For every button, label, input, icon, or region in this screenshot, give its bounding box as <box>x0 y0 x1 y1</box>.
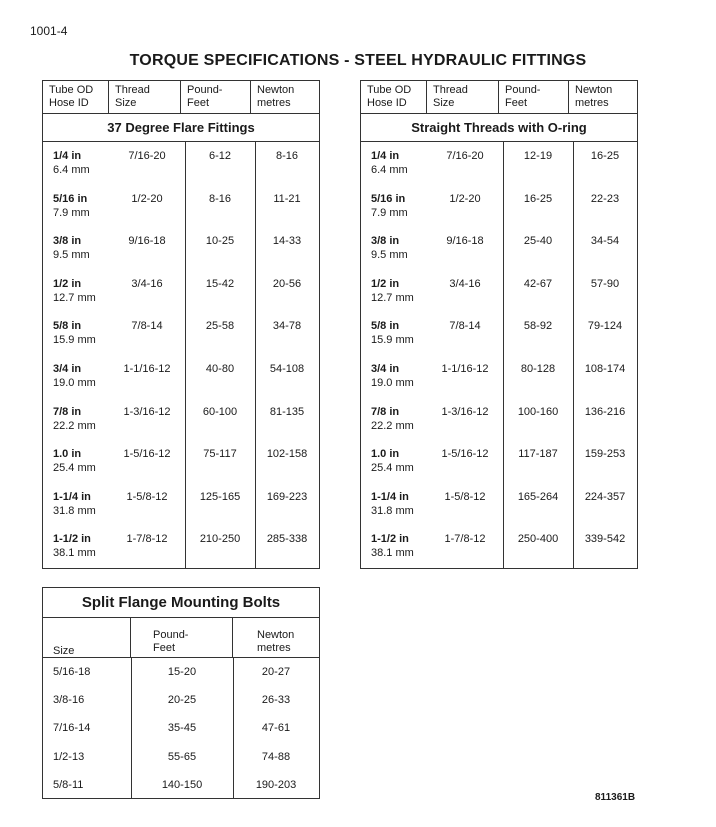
table-row <box>43 771 319 799</box>
thread-size-cell: 1-5/16-12 <box>123 448 171 461</box>
header-text: Feet <box>505 97 528 109</box>
table-body <box>43 658 319 798</box>
pound-feet-cell: 12-19 <box>523 150 553 162</box>
newton-metres-cell: 47-61 <box>261 722 291 735</box>
header-text: Feet <box>153 642 176 654</box>
tube-size-cell <box>361 319 427 355</box>
size-inches: 1.0 in <box>371 448 400 461</box>
thread-size-cell: 1/2-20 <box>449 192 481 205</box>
size-mm: 25.4 mm <box>371 462 414 475</box>
thread-size-cell: 3/4-16 <box>131 277 163 290</box>
newton-metres-cell: 34-54 <box>590 235 620 248</box>
table-row <box>43 440 319 483</box>
newton-metres-cell: 20-27 <box>261 666 291 678</box>
pound-feet-cell: 25-40 <box>523 235 553 248</box>
table-header <box>43 81 319 114</box>
table-row <box>361 355 637 398</box>
size-inches: 1.0 in <box>53 448 82 461</box>
tube-size-cell <box>43 319 109 355</box>
header-tube-od <box>43 81 109 113</box>
size-mm: 15.9 mm <box>371 334 414 347</box>
pound-feet-cell: 75-117 <box>203 448 237 461</box>
header-newton-metres <box>569 81 637 113</box>
figure-id: 811361B <box>595 792 636 803</box>
newton-metres-cell: 136-216 <box>584 405 626 418</box>
pound-feet-cell: 35-45 <box>167 722 197 735</box>
newton-metres-cell: 79-124 <box>587 320 623 333</box>
newton-metres-cell: 108-174 <box>584 362 626 375</box>
thread-size-cell: 1-3/16-12 <box>441 405 489 418</box>
newton-metres-cell: 16-25 <box>590 150 620 162</box>
tube-size-cell <box>361 362 427 398</box>
pound-feet-cell: 55-65 <box>167 750 197 763</box>
size-mm: 31.8 mm <box>53 504 96 517</box>
newton-metres-cell: 54-108 <box>269 362 305 375</box>
column-divider <box>233 658 234 798</box>
tube-size-cell <box>361 447 427 483</box>
header-text: Pound- <box>187 84 223 96</box>
header-text: Newton <box>257 629 295 641</box>
newton-metres-cell: 159-253 <box>584 448 626 461</box>
pound-feet-cell: 165-264 <box>517 490 559 503</box>
header-text: Tube OD <box>367 84 412 96</box>
header-text: metres <box>575 97 609 109</box>
header-text: Size <box>115 97 137 109</box>
size-inches: 3/4 in <box>53 362 82 375</box>
row-list <box>43 658 319 799</box>
table-row <box>43 483 319 526</box>
newton-metres-cell: 8-16 <box>275 150 299 162</box>
thread-size-cell: 1-7/8-12 <box>126 533 168 546</box>
size-mm: 19.0 mm <box>53 376 96 389</box>
header-text: Thread <box>433 84 468 96</box>
size-mm: 22.2 mm <box>371 419 414 432</box>
size-inches: 3/4 in <box>371 362 400 375</box>
size-inches: 7/8 in <box>53 405 82 418</box>
size-inches: 1/4 in <box>371 150 400 162</box>
newton-metres-cell: 339-542 <box>584 533 626 546</box>
tube-size-cell <box>43 149 109 185</box>
size-mm: 19.0 mm <box>371 376 414 389</box>
pound-feet-cell: 16-25 <box>523 192 553 205</box>
header-text: Tube OD <box>49 84 94 96</box>
header-newton-metres <box>233 618 319 657</box>
split-flange-table <box>42 587 320 799</box>
thread-size-cell: 7/8-14 <box>131 320 163 333</box>
size-mm: 7.9 mm <box>371 206 408 219</box>
column-divider <box>503 142 504 568</box>
header-tube-od <box>361 81 427 113</box>
newton-metres-cell: 22-23 <box>590 192 620 205</box>
table-row <box>361 483 637 526</box>
thread-size-cell: 1-5/16-12 <box>441 448 489 461</box>
section-title: Split Flange Mounting Bolts <box>43 588 319 618</box>
size-mm: 38.1 mm <box>53 547 96 560</box>
size-inches: 1-1/2 in <box>371 533 409 546</box>
section-title: Straight Threads with O-ring <box>361 114 637 142</box>
column-divider <box>131 658 132 798</box>
size-mm: 7.9 mm <box>53 206 90 219</box>
header-size <box>43 618 131 657</box>
size-inches: 5/8 in <box>53 320 82 333</box>
row-list <box>43 142 319 568</box>
size-mm: 12.7 mm <box>371 291 414 304</box>
pound-feet-cell: 15-20 <box>167 666 197 678</box>
pound-feet-cell: 80-128 <box>520 362 556 375</box>
newton-metres-cell: 57-90 <box>590 277 620 290</box>
table-row <box>361 227 637 270</box>
header-thread <box>427 81 499 113</box>
pound-feet-cell: 250-400 <box>517 533 559 546</box>
size-mm: 9.5 mm <box>53 249 90 262</box>
tube-size-cell <box>43 532 109 568</box>
table-row <box>43 714 319 742</box>
newton-metres-cell: 20-56 <box>272 277 302 290</box>
table-row <box>361 525 637 568</box>
header-text: metres <box>257 97 291 109</box>
size-inches: 5/16 in <box>53 192 88 205</box>
size-inches: 1/4 in <box>53 150 82 162</box>
table-row <box>43 525 319 568</box>
table-row <box>361 312 637 355</box>
table-row <box>43 312 319 355</box>
pound-feet-cell: 8-16 <box>208 192 232 205</box>
thread-size-cell: 1-1/16-12 <box>123 362 171 375</box>
size-mm: 6.4 mm <box>53 164 90 176</box>
tube-size-cell <box>361 277 427 313</box>
header-text: Newton <box>257 84 295 96</box>
table-row <box>43 227 319 270</box>
header-text: Newton <box>575 84 613 96</box>
newton-metres-cell: 34-78 <box>272 320 302 333</box>
header-text: Feet <box>187 97 210 109</box>
thread-size-cell: 9/16-18 <box>128 235 166 248</box>
page-title: TORQUE SPECIFICATIONS - STEEL HYDRAULIC FITTINGS <box>129 52 587 69</box>
header-pound-feet <box>181 81 251 113</box>
column-divider <box>573 142 574 568</box>
newton-metres-cell: 224-357 <box>584 490 626 503</box>
size-inches: 5/8 in <box>371 320 400 333</box>
column-divider <box>255 142 256 568</box>
size-inches: 3/8 in <box>371 235 400 248</box>
header-text: Size <box>53 645 75 657</box>
column-divider <box>185 142 186 568</box>
oring-fittings-table <box>360 80 638 569</box>
thread-size-cell: 1-5/8-12 <box>126 490 168 503</box>
header-pound-feet <box>499 81 569 113</box>
size-inches: 1/2 in <box>53 277 82 290</box>
pound-feet-cell: 60-100 <box>202 405 238 418</box>
header-text: Hose ID <box>367 97 407 109</box>
table-row <box>43 686 319 714</box>
table-row <box>43 355 319 398</box>
thread-size-cell: 1/2-20 <box>131 192 163 205</box>
table-row <box>43 142 319 185</box>
flare-fittings-table <box>42 80 320 569</box>
header-newton-metres <box>251 81 319 113</box>
table-body <box>361 142 637 568</box>
table-row <box>43 658 319 686</box>
table-header <box>43 618 319 658</box>
tube-size-cell <box>361 490 427 526</box>
tube-size-cell <box>361 149 427 185</box>
size-mm: 12.7 mm <box>53 291 96 304</box>
header-text: metres <box>257 642 291 654</box>
newton-metres-cell: 102-158 <box>266 448 308 461</box>
pound-feet-cell: 210-250 <box>199 533 241 546</box>
thread-size-cell: 7/16-20 <box>446 150 484 162</box>
pound-feet-cell: 25-58 <box>205 320 235 333</box>
tube-size-cell <box>361 532 427 568</box>
header-text: Size <box>433 97 455 109</box>
newton-metres-cell: 14-33 <box>272 235 302 248</box>
bolt-size-cell: 7/16-14 <box>53 722 91 735</box>
pound-feet-cell: 20-25 <box>167 694 197 707</box>
thread-size-cell: 3/4-16 <box>449 277 481 290</box>
table-header <box>361 81 637 114</box>
tube-size-cell <box>43 362 109 398</box>
newton-metres-cell: 11-21 <box>273 192 301 205</box>
row-list <box>361 142 637 568</box>
pound-feet-cell: 40-80 <box>205 362 235 375</box>
newton-metres-cell: 74-88 <box>261 750 291 763</box>
tube-size-cell <box>43 192 109 228</box>
size-mm: 15.9 mm <box>53 334 96 347</box>
tube-size-cell <box>361 234 427 270</box>
pound-feet-cell: 140-150 <box>161 778 203 791</box>
tube-size-cell <box>43 447 109 483</box>
pound-feet-cell: 58-92 <box>523 320 553 333</box>
size-mm: 31.8 mm <box>371 504 414 517</box>
bolt-size-cell: 3/8-16 <box>53 694 85 707</box>
table-row <box>43 270 319 313</box>
pound-feet-cell: 42-67 <box>523 277 553 290</box>
table-row <box>43 398 319 441</box>
pound-feet-cell: 117-187 <box>518 448 558 461</box>
table-row <box>361 270 637 313</box>
thread-size-cell: 7/16-20 <box>128 150 166 162</box>
newton-metres-cell: 190-203 <box>255 778 297 791</box>
table-row <box>43 743 319 771</box>
page-number: 1001-4 <box>30 24 68 38</box>
tube-size-cell <box>43 490 109 526</box>
newton-metres-cell: 285-338 <box>266 533 308 546</box>
pound-feet-cell: 10-25 <box>205 235 235 248</box>
tube-size-cell <box>361 192 427 228</box>
pound-feet-cell: 6-12 <box>208 150 232 162</box>
table-row <box>361 142 637 185</box>
header-pound-feet <box>131 618 233 657</box>
bolt-size-cell: 5/16-18 <box>53 666 91 678</box>
size-inches: 5/16 in <box>371 192 406 205</box>
pound-feet-cell: 15-42 <box>205 277 235 290</box>
size-mm: 9.5 mm <box>371 249 408 262</box>
size-inches: 3/8 in <box>53 235 82 248</box>
table-row <box>361 398 637 441</box>
thread-size-cell: 7/8-14 <box>449 320 481 333</box>
header-text: Pound- <box>153 629 189 641</box>
bolt-size-cell: 5/8-11 <box>53 778 84 791</box>
header-text: Pound- <box>505 84 541 96</box>
tube-size-cell <box>361 405 427 441</box>
tube-size-cell <box>43 277 109 313</box>
header-text: Thread <box>115 84 150 96</box>
table-row <box>43 185 319 228</box>
header-thread <box>109 81 181 113</box>
pound-feet-cell: 125-165 <box>199 490 241 503</box>
size-inches: 7/8 in <box>371 405 400 418</box>
header-text: Hose ID <box>49 97 89 109</box>
thread-size-cell: 1-5/8-12 <box>444 490 486 503</box>
newton-metres-cell: 169-223 <box>266 490 308 503</box>
size-inches: 1-1/4 in <box>53 490 91 503</box>
thread-size-cell: 1-3/16-12 <box>123 405 171 418</box>
pound-feet-cell: 100-160 <box>517 405 559 418</box>
size-mm: 6.4 mm <box>371 164 408 176</box>
newton-metres-cell: 26-33 <box>261 694 291 707</box>
size-mm: 38.1 mm <box>371 547 414 560</box>
table-body <box>43 142 319 568</box>
tube-size-cell <box>43 405 109 441</box>
thread-size-cell: 1-7/8-12 <box>444 533 486 546</box>
newton-metres-cell: 81-135 <box>269 405 305 418</box>
tube-size-cell <box>43 234 109 270</box>
size-inches: 1-1/4 in <box>371 490 409 503</box>
table-row <box>361 440 637 483</box>
section-title: 37 Degree Flare Fittings <box>43 114 319 142</box>
thread-size-cell: 1-1/16-12 <box>441 362 489 375</box>
table-row <box>361 185 637 228</box>
bolt-size-cell: 1/2-13 <box>53 750 85 763</box>
size-mm: 25.4 mm <box>53 462 96 475</box>
size-inches: 1-1/2 in <box>53 533 91 546</box>
size-mm: 22.2 mm <box>53 419 96 432</box>
thread-size-cell: 9/16-18 <box>446 235 484 248</box>
size-inches: 1/2 in <box>371 277 400 290</box>
